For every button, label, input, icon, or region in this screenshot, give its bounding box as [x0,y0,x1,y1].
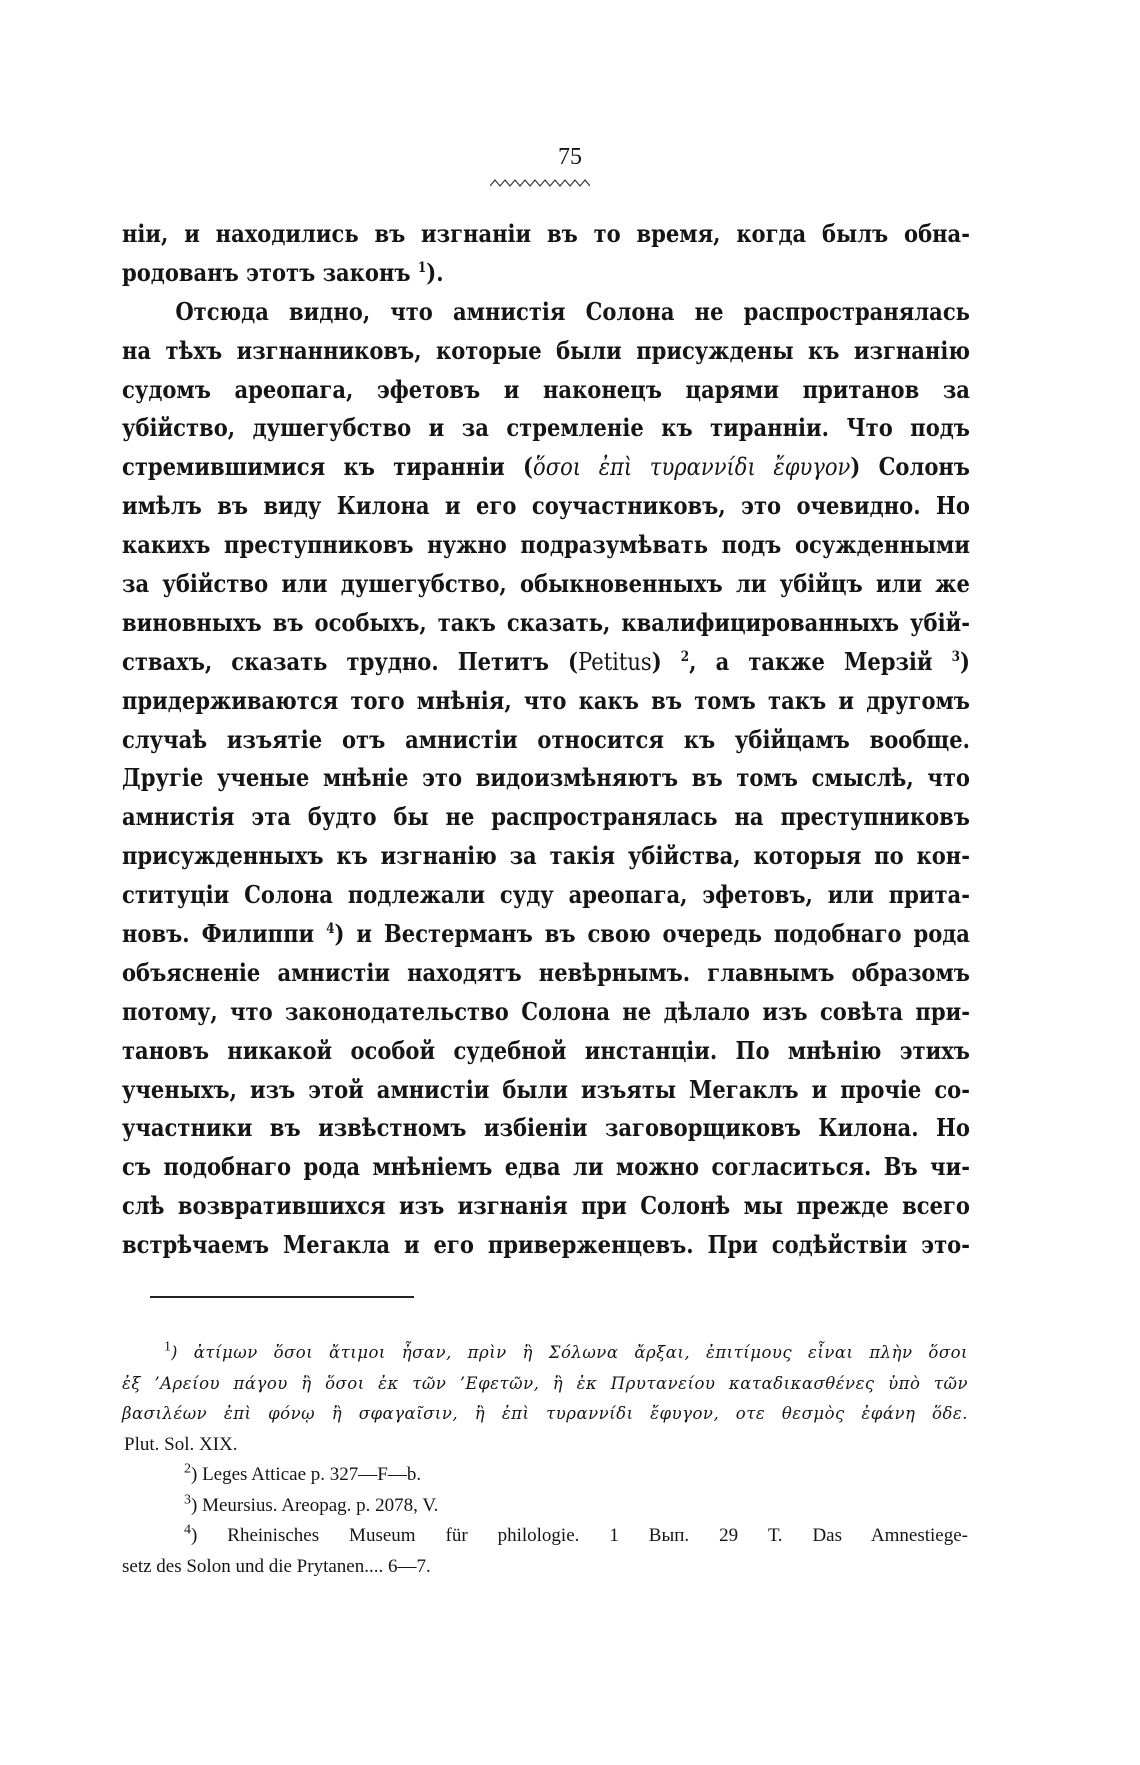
text-line: присужденныхъ къ изгнанію за такія убійства, которыя по кон- [122,841,970,871]
text-line: ученыхъ, изъ этой амнистіи были изъяты Мегаклъ и прочіе со- [122,1074,970,1104]
text-line: родованъ этотъ законъ $^1$). [122,257,444,287]
text-line: на тѣхъ изгнанниковъ, которые были присуждены къ изгнанію [122,335,970,365]
text-line: убійство, душегубство и за стремленіе къ тиранніи. Что подъ [122,413,970,443]
page-number-ornament [490,178,590,188]
text-line: виновныхъ въ особыхъ, такъ сказать, квалифицированныхъ убій- [122,607,970,637]
footnote-ref: 2 [680,648,690,665]
text-line: участники въ извѣстномъ избіеніи заговорщиковъ Килона. Но [122,1113,970,1143]
footnote-1-cont: βασιλέων ἐπὶ φόνῳ ἢ σφαγαῖσιν, ἢ ἐπὶ τυραννίδι ἔφυγον, οτε θεσμὸς ἐφάνη ὅδε. [122,1404,968,1423]
footnote-4: $^4$) Rheinisches Museum für philologie. 1 Вып. 29 Т. Das Amnestiege- [184,1522,968,1546]
footnote-4-cont: setz des Solon und die Prytanen.... 6—7. [122,1555,431,1577]
text-line: слѣ возвратившихся изъ изгнанія при Солонѣ мы прежде всего [122,1191,970,1221]
text-line: съ подобнаго рода мнѣніемъ едва ли можно согласиться. Въ чи- [122,1152,970,1182]
text-line: тановъ никакой особой судебной инстанціи. По мнѣнію этихъ [122,1035,970,1065]
text-line: ституціи Солона подлежали суду ареопага, эфетовъ, или прита- [122,880,970,910]
footnote-2: $^2$) Leges Atticae p. 327—F—b. [184,1461,422,1485]
text-line: случаѣ изъятіе отъ амнистіи относится къ убійцамъ вообще. [122,724,970,754]
text-line: встрѣчаемъ Мегакла и его приверженцевъ. При содѣйствіи это- [122,1230,970,1260]
text-line: стремившимися къ тиранніи (ὅσοι ἐπὶ τυραννίδι ἔφυγον) Солонъ [122,452,970,482]
text-line: ніи, и находились въ изгнаніи въ то время, когда былъ обна- [122,219,970,248]
footnote-1: $^1$) ἀτίμων ὅσοι ἄτιμοι ἦσαν, πρὶν ἢ Σόλωνα ἄρξαι, ἐπιτίμους εἶναι πλὴν ὅσοι [164,1339,968,1362]
main-text [122,215,970,1265]
text-line: придерживаются того мнѣнія, что какъ въ томъ такъ и другомъ [122,685,970,715]
footnote-ref: 4 [326,920,335,937]
text-line: Другіе ученые мнѣніе это видоизмѣняютъ въ томъ смыслѣ, что [122,763,970,793]
latin-name: Petitus [577,646,652,676]
greek-quote: ὅσοι ἐπὶ τυραννίδι ἔφυγον [533,452,851,482]
text-line: новъ. Филиппи $^4$) и Вестерманъ въ свою очередь подобнаго рода [122,919,970,949]
text-line: объясненіе амнистіи находятъ невѣрнымъ. главнымъ образомъ [122,957,970,987]
text-line: какихъ преступниковъ нужно подразумѣвать подъ осужденными [122,530,970,560]
text-line: потому, что законодательство Солона не дѣлало изъ совѣта при- [122,996,970,1026]
text-line: судомъ ареопага, эфетовъ и наконецъ царями пританов за [122,374,970,404]
footnotes [122,1338,968,1582]
text-line: Отсюда видно, что амнистія Солона не распространялась [175,296,970,326]
text-line: имѣлъ въ виду Килона и его соучастниковъ, это очевидно. Но [122,491,970,521]
footnote-separator [150,1296,414,1298]
footnote-ref: 3 [951,648,961,665]
footnote-3: $^3$) Meursius. Areopag. p. 2078, V. [184,1492,439,1516]
text-line: ствахъ, сказать трудно. Петитъ (Petitus) $^2$, а также Мерзій $^3$) [122,646,970,676]
page-number: 75 [558,144,582,170]
footnote-1-source: Plut. Sol. XIX. [124,1433,238,1455]
footnote-1-cont: ἐξ ’Αρείου πάγου ἢ ὅσοι ἐκ τῶν ’Εφετῶν, ἢ ἐκ Πρυτανείου καταδικασθένες ὑπὸ τῶν [122,1373,968,1393]
text-line: за убійство или душегубство, обыкновенныхъ ли убійцъ или же [122,569,970,599]
footnote-ref: 1 [417,259,427,276]
text-line: амнистія эта будто бы не распространялась на преступниковъ [122,802,970,832]
